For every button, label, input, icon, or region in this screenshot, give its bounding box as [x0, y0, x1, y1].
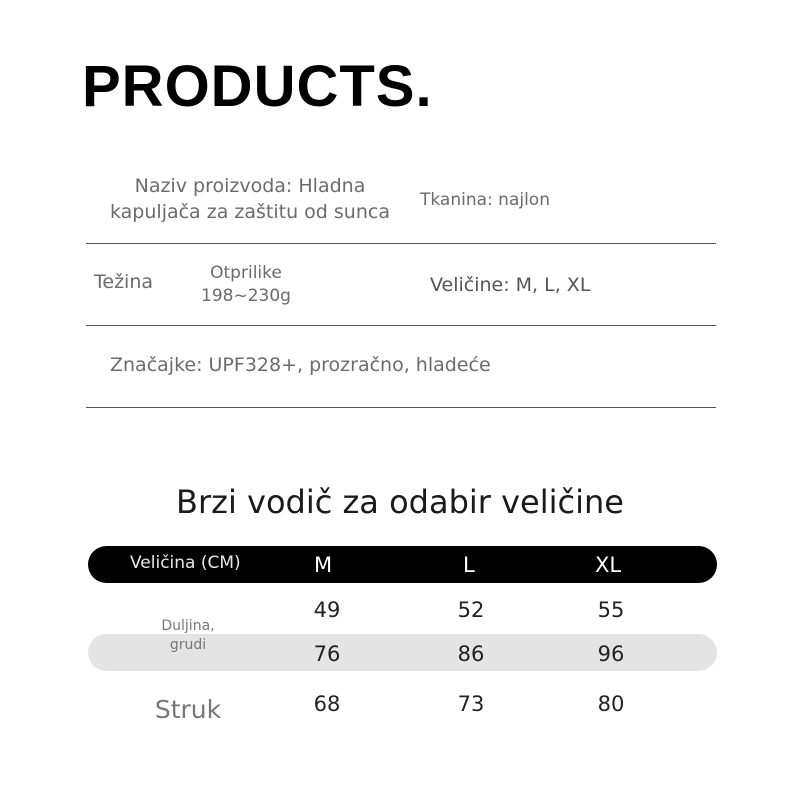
size-guide-title: Brzi vodič za odabir veličine — [176, 483, 624, 521]
table-cell: 68 — [313, 692, 341, 716]
table-cell: 86 — [457, 642, 485, 666]
table-cell: 80 — [597, 692, 625, 716]
header-m: M — [314, 553, 333, 577]
divider — [86, 243, 716, 244]
row-label-line1: Duljina, — [161, 618, 215, 634]
header-size-cm: Veličina (CM) — [130, 553, 241, 573]
table-cell: 52 — [457, 598, 485, 622]
table-cell: 49 — [313, 598, 341, 622]
row-label-waist: Struk — [154, 695, 222, 724]
product-name-line2: kapuljača za zaštitu od sunca — [110, 200, 390, 223]
row-label-line2: grudi — [169, 636, 207, 653]
table-cell: 96 — [597, 642, 625, 666]
table-cell: 55 — [597, 598, 625, 622]
row-label-length-chest — [140, 617, 236, 655]
fabric-info: Tkanina: najlon — [420, 190, 550, 210]
weight-value-line2: 198~230g — [201, 285, 291, 306]
page-title: PRODUCTS. — [82, 54, 433, 119]
weight-label: Težina — [94, 271, 154, 293]
product-name-line1: Naziv proizvoda: Hladna — [134, 175, 366, 197]
weight-value — [190, 262, 302, 308]
weight-value-line1: Otprilike — [210, 263, 282, 283]
divider — [86, 407, 716, 408]
header-l: L — [463, 553, 475, 577]
table-cell: 73 — [457, 692, 485, 716]
table-cell: 76 — [313, 642, 341, 666]
sizes-info: Veličine: M, L, XL — [430, 274, 591, 296]
product-name — [92, 174, 408, 225]
header-xl: XL — [595, 553, 622, 577]
features-info: Značajke: UPF328+, prozračno, hladeće — [110, 354, 491, 376]
divider — [86, 325, 716, 326]
